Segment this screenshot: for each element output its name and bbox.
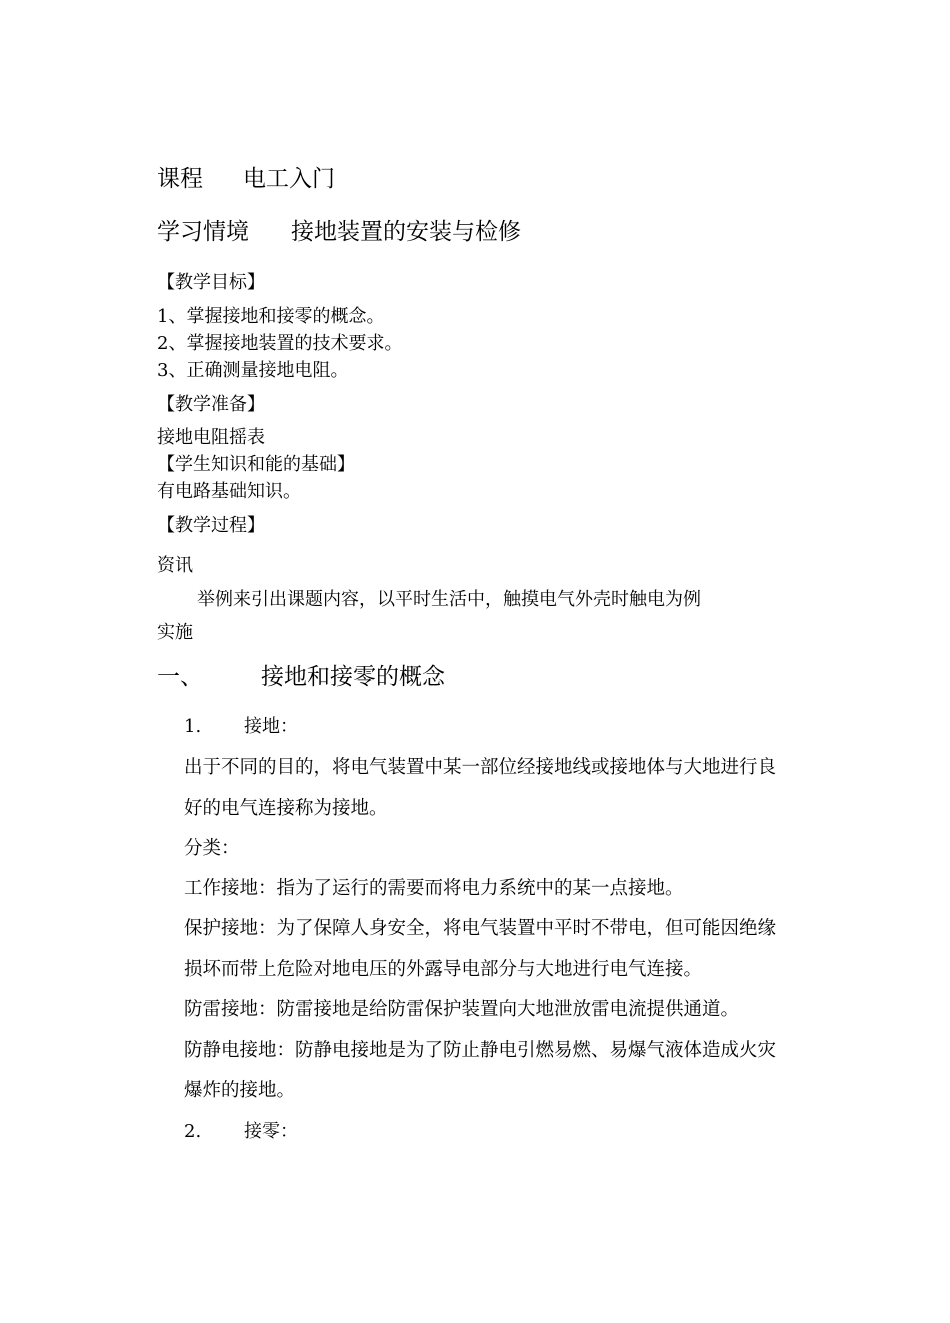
definition-line: 出于不同的目的，将电气装置中某一部位经接地线或接地体与大地进行良 bbox=[184, 757, 777, 778]
basis-heading: 【学生知识和能的基础】 bbox=[157, 454, 355, 475]
item-title: 接零： bbox=[244, 1121, 298, 1142]
section-number: 一、 bbox=[157, 664, 203, 690]
objectives-heading: 【教学目标】 bbox=[157, 272, 265, 293]
protect-ground-line: 损坏而带上危险对地电压的外露导电部分与大地进行电气连接。 bbox=[184, 959, 703, 980]
item-number: 2. bbox=[184, 1121, 202, 1142]
preparation-text: 接地电阻摇表 bbox=[157, 427, 265, 448]
situation-label: 学习情境 bbox=[157, 219, 249, 245]
situation-title: 接地装置的安装与检修 bbox=[291, 219, 521, 245]
static-ground-line: 爆炸的接地。 bbox=[184, 1080, 296, 1101]
basis-text: 有电路基础知识。 bbox=[157, 481, 301, 502]
objective-item: 1、掌握接地和接零的概念。 bbox=[157, 306, 385, 327]
classify-label: 分类： bbox=[184, 838, 240, 859]
section-title: 接地和接零的概念 bbox=[261, 664, 445, 690]
preparation-heading: 【教学准备】 bbox=[157, 394, 265, 415]
protect-ground-line: 保护接地：为了保障人身安全，将电气装置中平时不带电，但可能因绝缘 bbox=[184, 918, 777, 939]
implement-label: 实施 bbox=[157, 622, 193, 643]
objective-item: 2、掌握接地装置的技术要求。 bbox=[157, 333, 403, 354]
process-heading: 【教学过程】 bbox=[157, 515, 265, 536]
course-title: 电工入门 bbox=[243, 166, 335, 192]
item-number: 1. bbox=[184, 716, 202, 737]
item-title: 接地： bbox=[244, 716, 298, 737]
lightning-ground-text: 防雷接地：防雷接地是给防雷保护装置向大地泄放雷电流提供通道。 bbox=[184, 999, 740, 1020]
work-ground-text: 工作接地：指为了运行的需要而将电力系统中的某一点接地。 bbox=[184, 878, 684, 899]
course-label: 课程 bbox=[157, 166, 203, 192]
definition-line: 好的电气连接称为接地。 bbox=[184, 798, 388, 819]
static-ground-line: 防静电接地：防静电接地是为了防止静电引燃易燃、易爆气液体造成火灾 bbox=[184, 1040, 777, 1061]
info-label: 资讯 bbox=[157, 555, 193, 576]
objective-item: 3、正确测量接地电阻。 bbox=[157, 360, 349, 381]
info-text: 举例来引出课题内容，以平时生活中，触摸电气外壳时触电为例 bbox=[197, 589, 701, 610]
